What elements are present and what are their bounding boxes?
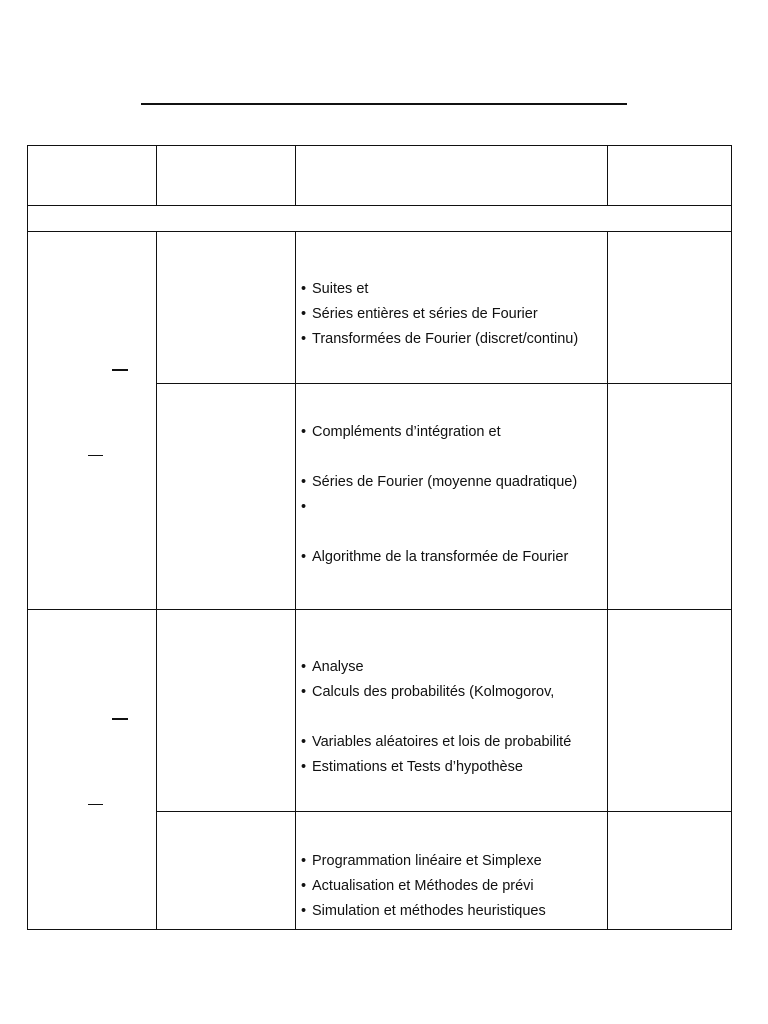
section-2-subrow-divider — [156, 811, 732, 812]
section-1-blank-mark-lower — [88, 455, 103, 456]
body-col-divider-1 — [156, 231, 157, 930]
header-row-bottom — [27, 205, 732, 206]
bullet-glyph: • — [301, 759, 307, 775]
list-item-text: Compléments d’intégration et — [312, 424, 501, 440]
list-item — [301, 849, 546, 874]
section-2-block-b-list — [301, 849, 546, 924]
section-2-blank-mark-lower — [88, 804, 103, 805]
list-item — [301, 470, 577, 495]
section-1-block-a-list — [301, 277, 578, 352]
list-item-spacer — [301, 705, 571, 730]
bullet-glyph: • — [301, 281, 307, 297]
list-item — [301, 327, 578, 352]
list-item-text: Analyse — [312, 659, 364, 675]
list-item — [301, 495, 577, 520]
bullet-glyph: • — [301, 549, 307, 565]
header-col-divider-1 — [156, 145, 157, 205]
list-item-spacer — [301, 520, 577, 545]
bullet-glyph: • — [301, 659, 307, 675]
list-item-text: Suites et — [312, 281, 369, 297]
list-item — [301, 302, 578, 327]
list-item-text: Variables aléatoires et lois de probabilité — [312, 734, 572, 750]
list-item — [301, 545, 577, 570]
list-item — [301, 655, 571, 680]
bullet-glyph: • — [301, 903, 307, 919]
list-item — [301, 730, 571, 755]
bullet-glyph: • — [301, 424, 307, 440]
table-border-top — [27, 145, 732, 146]
list-item-text: Estimations et Tests d’hypothèse — [312, 759, 523, 775]
table-border-right — [731, 145, 732, 930]
list-item-text: Simulation et méthodes heuristiques — [312, 903, 546, 919]
section-divider — [27, 609, 732, 610]
list-item-text: Algorithme de la transformée de Fourier — [312, 549, 569, 565]
bullet-glyph: • — [301, 878, 307, 894]
list-item-text: Transformées de Fourier (discret/continu) — [312, 331, 579, 347]
list-item-text: Programmation linéaire et Simplexe — [312, 853, 542, 869]
section-2-block-a-list — [301, 655, 571, 780]
table-border-left — [27, 145, 28, 930]
list-item — [301, 874, 546, 899]
title-underline — [141, 103, 627, 105]
bullet-glyph: • — [301, 734, 307, 750]
list-item-text: Calculs des probabilités (Kolmogorov, — [312, 684, 555, 700]
table-border-bottom — [27, 929, 732, 930]
list-item — [301, 755, 571, 780]
header-col-divider-3 — [607, 145, 608, 205]
bullet-glyph: • — [301, 853, 307, 869]
list-item — [301, 277, 578, 302]
list-item — [301, 680, 571, 705]
bullet-glyph: • — [301, 331, 307, 347]
section-2-blank-mark-upper — [112, 718, 128, 720]
subheader-row-bottom — [27, 231, 732, 232]
body-col-divider-3 — [607, 231, 608, 930]
section-1-block-b-list — [301, 420, 577, 570]
list-item-text: Séries entières et séries de Fourier — [312, 306, 538, 322]
list-item — [301, 420, 577, 445]
body-col-divider-2 — [295, 231, 296, 930]
bullet-glyph: • — [301, 499, 307, 515]
header-col-divider-2 — [295, 145, 296, 205]
bullet-glyph: • — [301, 684, 307, 700]
list-item-text: Actualisation et Méthodes de prévi — [312, 878, 534, 894]
section-1-subrow-divider — [156, 383, 732, 384]
list-item-text: Séries de Fourier (moyenne quadratique) — [312, 474, 578, 490]
bullet-glyph: • — [301, 306, 307, 322]
section-1-blank-mark-upper — [112, 369, 128, 371]
bullet-glyph: • — [301, 474, 307, 490]
list-item — [301, 899, 546, 924]
list-item-spacer — [301, 445, 577, 470]
